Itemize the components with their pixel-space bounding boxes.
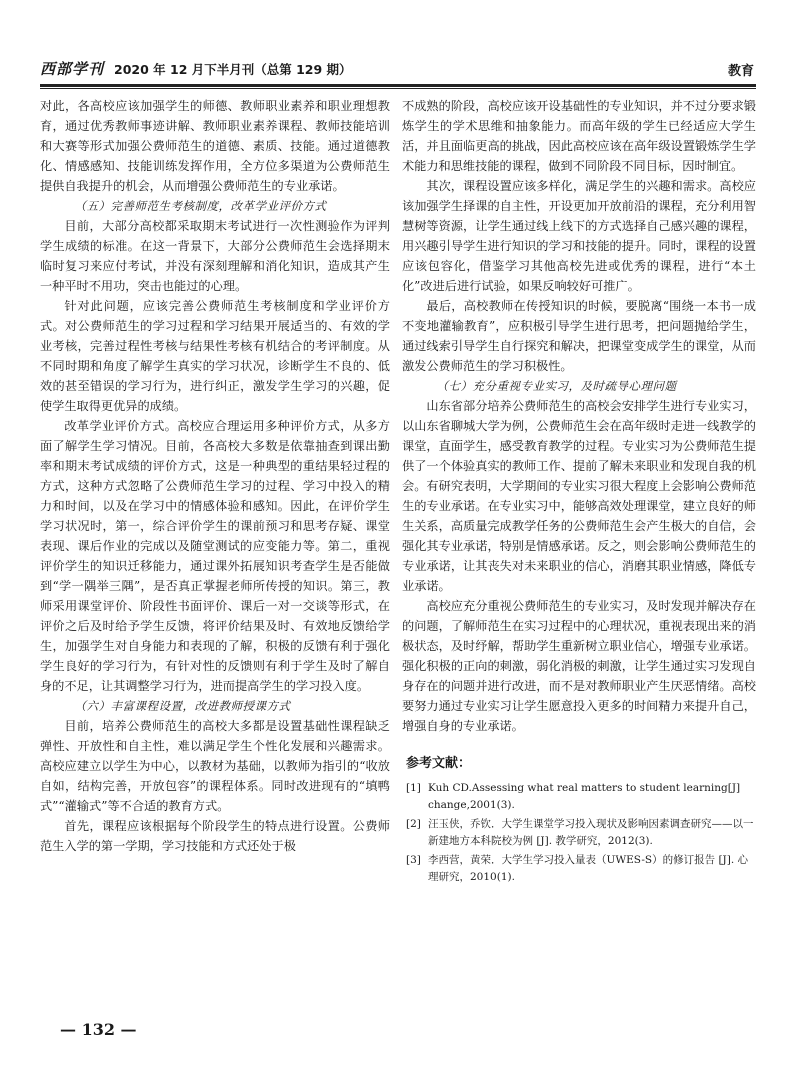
paragraph: 最后，高校教师在传授知识的时候，要脱离“围绕一本书一成不变地灌输教育”，应积极引导学生进行思考，把问题抛给学生，通过线索引导学生自行探究和解决，把课堂变成学生的课堂，从而激发公费师范生的学习积极性。	[402, 299, 756, 373]
running-header	[40, 56, 756, 84]
paragraph: 高校应充分重视公费师范生的专业实习，及时发现并解决存在的问题，了解师范生在实习过程中的心理状况，重视表现出来的消极状态，及时纾解，帮助学生重新树立职业信心，增强专业承诺。强化积极的正向的刺激，弱化消极的刺激，让学生通过实习发现自身存在的问题并进行改进，而不是对教师职业产生厌恶情绪。高校要努力通过专业实习让学生愿意投入更多的时间精力来提升自己，增强自身的专业承诺。	[402, 599, 756, 733]
paragraph: 首先，课程应该根据每个阶段学生的特点进行设置。公费师范生入学的第一学期，学习技能和方式还处于极	[40, 819, 390, 853]
paragraph: 目前，培养公费师范生的高校大多都是设置基础性课程缺乏弹性、开放性和自主性，难以满足学生个性化发展和兴趣需求。高校应建立以学生为中心，以教材为基础，以教师为指引的“收放自如，结构完善，开放包容”的课程体系。同时改进现有的“填鸭式”“灌输式”等不合适的教育方式。	[40, 719, 390, 813]
paragraph: 山东省部分培养公费师范生的高校会安排学生进行专业实习，以山东省聊城大学为例，公费师范生会在高年级时走进一线教学的课堂，直面学生，感受教育教学的过程。专业实习为公费师范生提供了一个体验真实的教师工作、提前了解未来职业和发现自我的机会。有研究表明，大学期间的专业实习很大程度上会影响公费师范生的专业承诺。在专业实习中，能够高效处理课堂，建立良好的师生关系，高质量完成教学任务的公费师范生会产生极大的自信，会强化其专业承诺，特别是情感承诺。反之，则会影响公费师范生的专业承诺，让其丧失对未来职业的信心，消磨其职业情感，降低专业承诺。	[402, 399, 756, 593]
paragraph: 目前，大部分高校都采取期末考试进行一次性测验作为评判学生成绩的标准。在这一背景下，大部分公费师范生会选择期末临时复习来应付考试，并没有深刻理解和消化知识，造成其产生一种平时不用功，突击也能过的心理。	[40, 219, 390, 293]
issue-info: 2020 年 12 月下半月刊（总第 129 期）	[114, 62, 352, 77]
section-name: 教育	[727, 64, 754, 79]
right-column	[402, 96, 756, 888]
reference-text: 汪玉侠，乔钦．大学生课堂学习投入现状及影响因素调查研究——以一新建地方本科院校为例 [J]. 教学研究，2012(3).	[428, 818, 754, 847]
paragraph: 不成熟的阶段，高校应该开设基础性的专业知识，并不过分要求锻炼学生的学术思维和抽象能力。而高年级的学生已经适应大学生活，并且面临更高的挑战，因此高校应该在高年级设置锻炼学生学术能力和思维技能的课程，做到不同阶段不同目标，因时制宜。	[402, 99, 756, 173]
left-column	[40, 96, 390, 856]
paragraph: 改革学业评价方式。高校应合理运用多种评价方式，从多方面了解学生学习情况。目前，各高校大多数是依靠抽查到课出勤率和期末考试成绩的评价方式，这是一种典型的重结果轻过程的方式，这种方式忽略了公费师范生学习的过程、学习中投入的精力和时间，以及在学习中的情感体验和感知。因此，在评价学生学习状况时，第一，综合评价学生的课前预习和思考存疑、课堂表现、课后作业的完成以及随堂测试的应变能力等。第二，重视评价学生的知识迁移能力，通过课外拓展知识考查学生是否能做到“学一隅举三隅”，是否真正掌握老师所传授的知识。第三，教师采用课堂评价、阶段性书面评价、课后一对一交谈等形式，在评价之后及时给予学生反馈，将评价结果及时、有效地反馈给学生，加强学生对自身能力和表现的了解，积极的反馈有利于强化学生良好的学习行为，有针对性的反馈则有利于学生及时了解自身的不足，让其调整学习行为，进而提高学生的学习投入度。	[40, 419, 390, 693]
paragraph: 对此，各高校应该加强学生的师德、教师职业素养和职业理想教育，通过优秀教师事迹讲解、教师职业素养课程、教师技能培训和大赛等形式加强公费师范生的道德、素质、技能。通过道德教化、情感感知、技能训练发挥作用，全方位多渠道为公费师范生提供自我提升的机会，从而增强公费师范生的专业承诺。	[40, 99, 390, 193]
paragraph: 其次，课程设置应该多样化，满足学生的兴趣和需求。高校应该加强学生择课的自主性，开设更加开放前沿的课程，充分利用智慧树等资源，让学生通过线上线下的方式选择自己感兴趣的课程，用兴趣引导学生进行知识的学习和技能的提升。同时，课程的设置应该包容化，借鉴学习其他高校先进或优秀的课程，进行“本土化”改进后进行试验，如果反响较好可推广。	[402, 179, 756, 293]
reference-item	[406, 816, 756, 850]
header-rule-thin	[40, 88, 756, 89]
reference-number: [1]	[406, 782, 421, 794]
section-heading-7: （七）充分重视专业实习，及时疏导心理问题	[436, 379, 677, 393]
paragraph: 针对此问题，应该完善公费师范生考核制度和学业评价方式。对公费师范生的学习过程和学习结果开展适当的、有效的学业考核，完善过程性考核与结果性考核有机结合的考评制度。从不同时期和角度了解学生真实的学习状况，诊断学生不良的、低效的甚至错误的学习行为，进行纠正，激发学生学习的兴趣，促使学生取得更优异的成绩。	[40, 299, 390, 413]
references-title: 参考文献：	[406, 756, 472, 771]
header-rule-thick	[40, 84, 756, 87]
reference-item	[406, 780, 756, 814]
reference-text: 李西营，黄荣．大学生学习投入量表（UWES-S）的修订报告 [J]. 心理研究，2010(1).	[428, 854, 749, 883]
page-number: — 132 —	[60, 1020, 137, 1039]
reference-number: [3]	[406, 854, 421, 866]
section-heading-6: （六）丰富课程设置，改进教师授课方式	[74, 699, 291, 713]
reference-number: [2]	[406, 818, 421, 830]
journal-logo: 西部学刊	[40, 60, 105, 78]
reference-item	[406, 852, 756, 886]
section-heading-5: （五）完善师范生考核制度，改革学业评价方式	[74, 199, 327, 213]
reference-text: Kuh CD.Assessing what real matters to student learning[J] change,2001(3).	[428, 782, 741, 811]
